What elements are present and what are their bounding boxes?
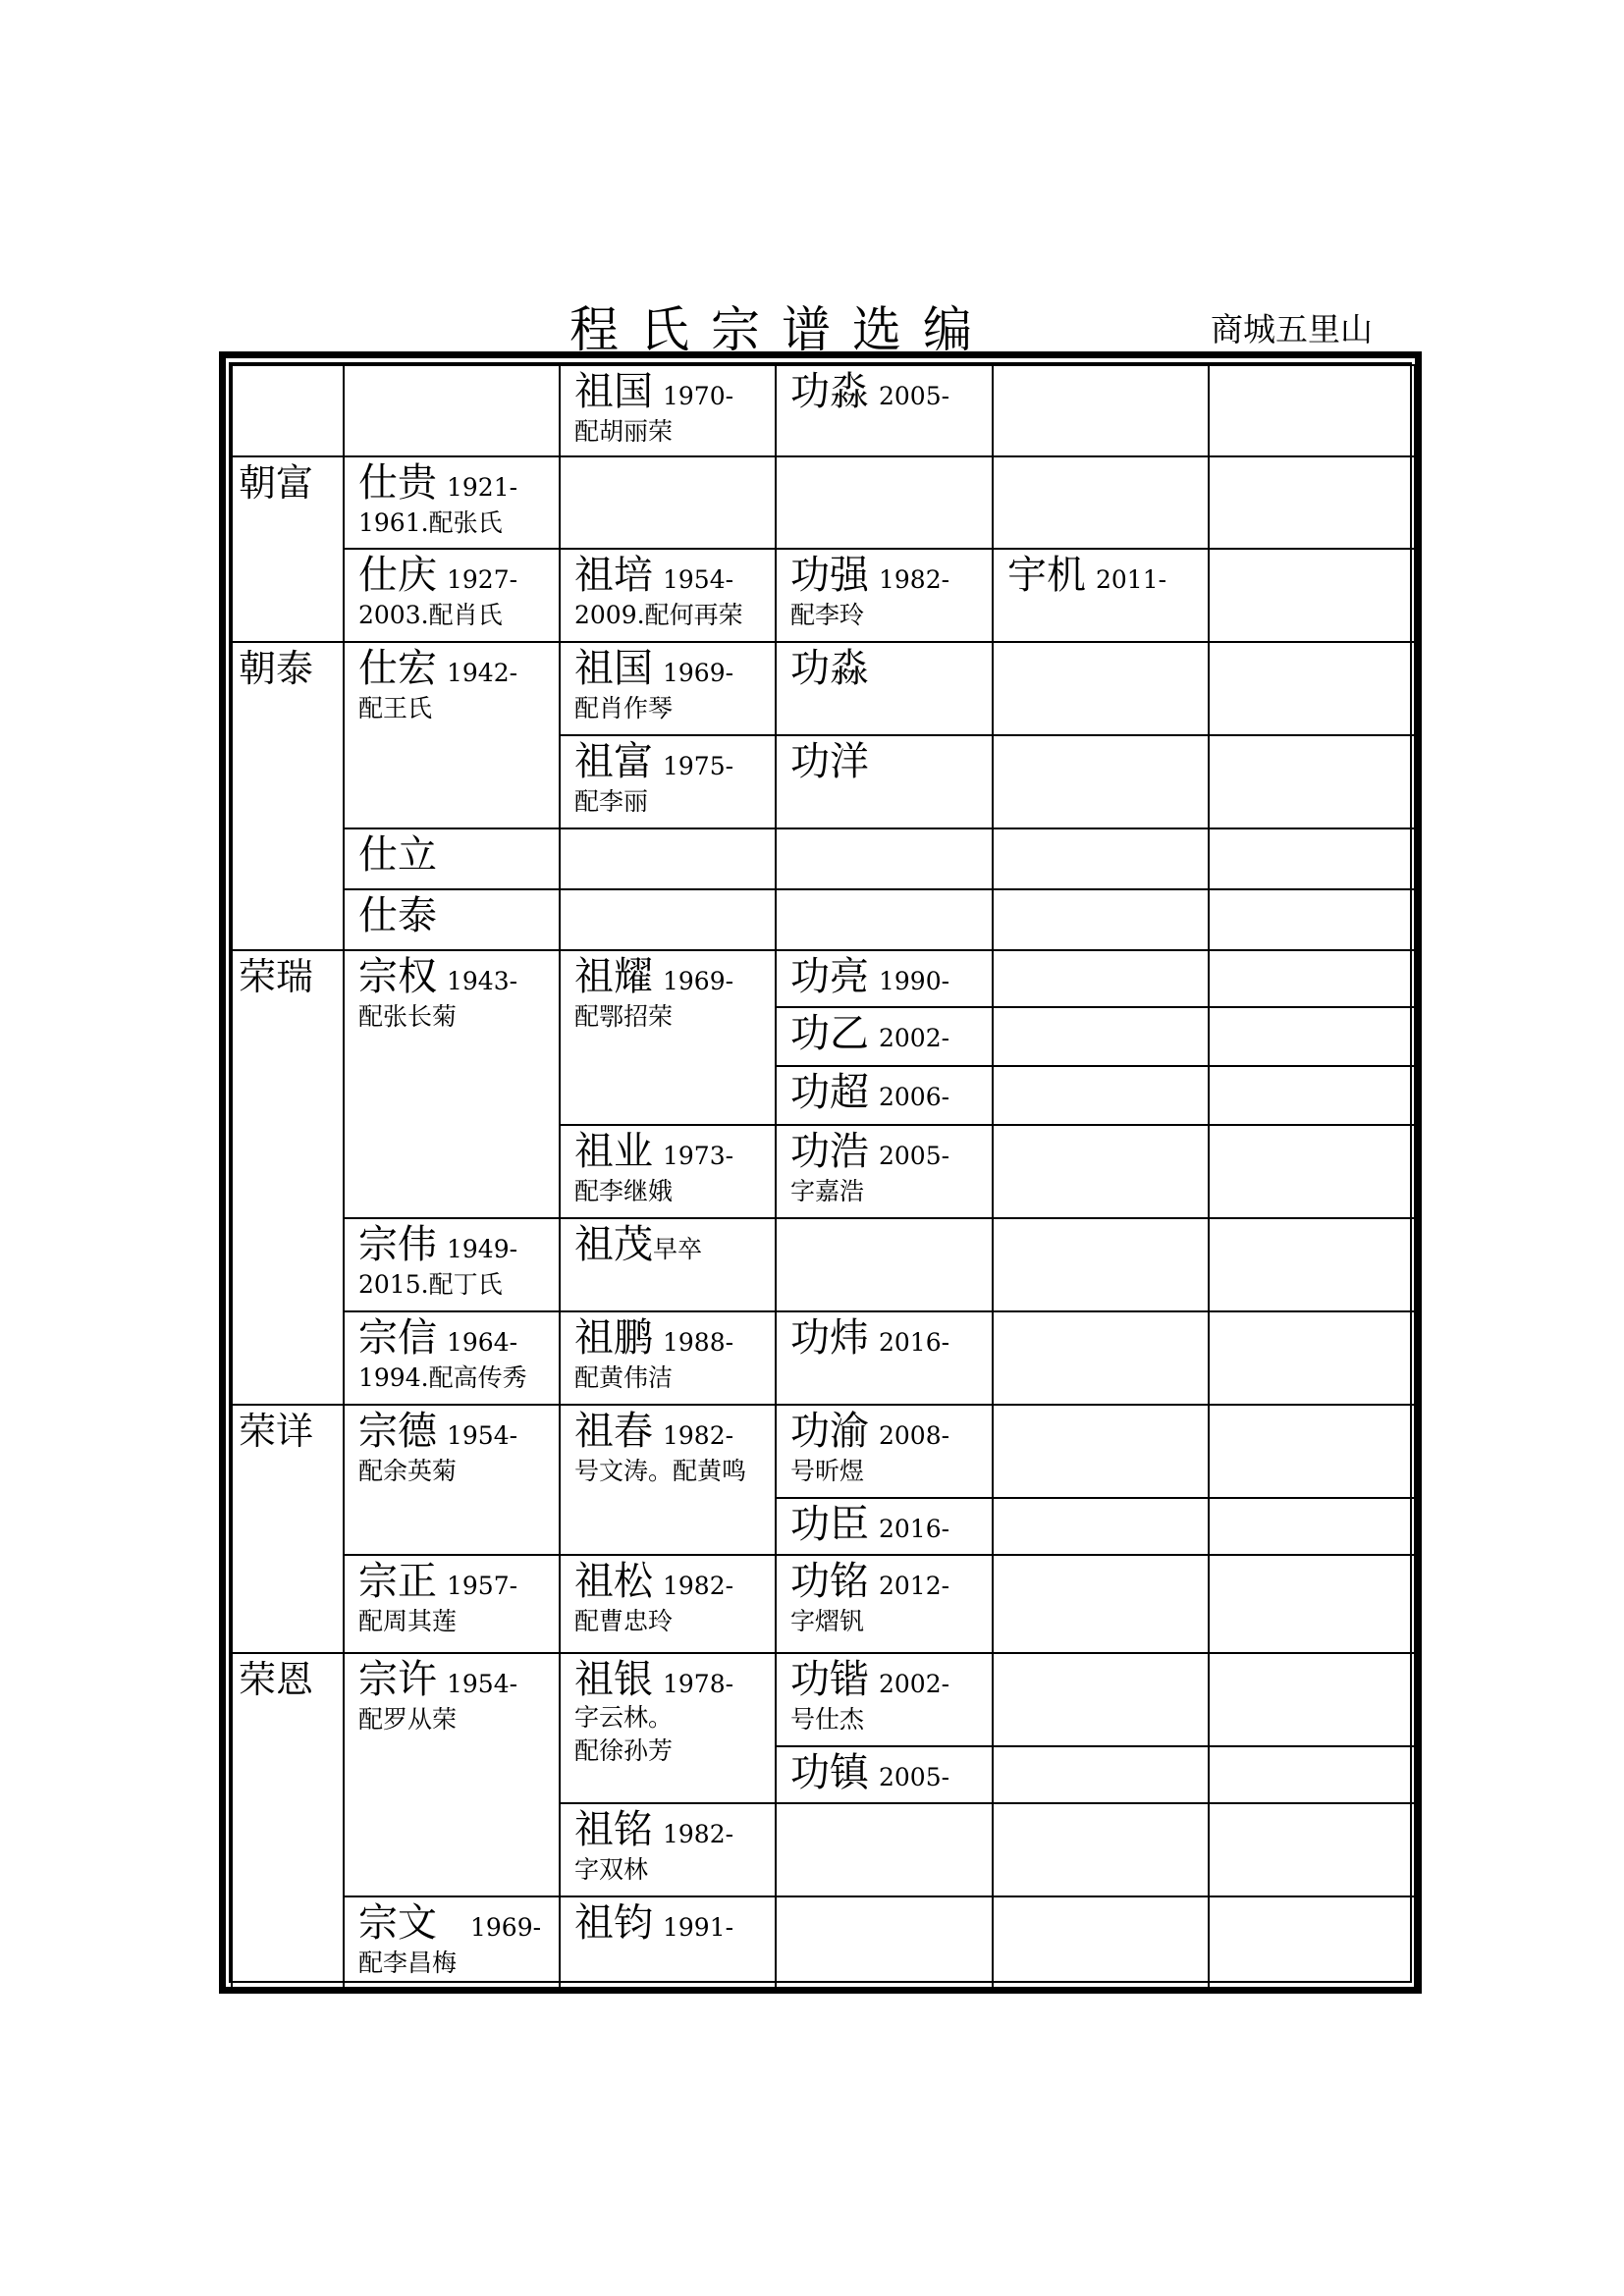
cell (776, 1555, 993, 1653)
cell (560, 456, 776, 549)
person-note: 配周其莲 (358, 1607, 458, 1635)
cell (560, 365, 776, 456)
cell (993, 1007, 1209, 1066)
cell (1209, 1218, 1415, 1311)
person-note: 字双林 (574, 1855, 649, 1884)
person-note: 配王氏 (358, 694, 433, 722)
person-name: 宇机 (1007, 553, 1086, 598)
person-note: 配李昌梅 (358, 1949, 458, 1977)
person-name: 功浩 (790, 1129, 869, 1174)
cell (776, 889, 993, 950)
person-name: 仕宏 (358, 646, 437, 691)
cell (993, 1746, 1209, 1803)
person-name: 仕立 (358, 832, 437, 878)
cell (776, 1498, 993, 1555)
person-name: 祖鹏 (574, 1315, 653, 1361)
person-note: 2015.配丁氏 (358, 1270, 503, 1299)
person-year: 2016- (879, 1515, 950, 1543)
cell (1209, 1803, 1415, 1896)
cell (776, 1007, 993, 1066)
person-name: 仕泰 (358, 893, 437, 938)
gen-cell: 荣恩 (232, 1653, 344, 1993)
table-row (232, 1555, 1415, 1653)
person-name: 祖铭 (574, 1807, 653, 1852)
person-name: 祖松 (574, 1559, 653, 1604)
person-name: 功亮 (790, 954, 869, 999)
cell (344, 950, 560, 1218)
person-note: 1994.配高传秀 (358, 1363, 527, 1392)
table-row (232, 950, 1415, 1007)
person-name: 宗伟 (358, 1222, 437, 1267)
person-name: 功渝 (790, 1409, 869, 1454)
person-year: 1988- (663, 1328, 734, 1357)
person-year: 1954- (663, 565, 734, 594)
genealogy-table (229, 362, 1412, 1983)
cell (993, 1218, 1209, 1311)
cell (776, 1218, 993, 1311)
person-year: 2016- (879, 1328, 950, 1357)
cell (993, 1896, 1209, 1993)
cell (993, 1066, 1209, 1125)
cell (1209, 735, 1415, 828)
person-name: 功超 (790, 1070, 869, 1115)
person-year: 2006- (879, 1083, 950, 1111)
cell (993, 889, 1209, 950)
cell (776, 1746, 993, 1803)
table-row (232, 1218, 1415, 1311)
person-note: 配鄂招荣 (574, 1002, 674, 1031)
person-note: 1961.配张氏 (358, 508, 503, 537)
cell (776, 950, 993, 1007)
person-name: 功锴 (790, 1657, 869, 1702)
cell (560, 950, 776, 1125)
person-note: 配李玲 (790, 601, 865, 629)
cell (344, 1555, 560, 1653)
person-year: 2012- (879, 1572, 950, 1600)
person-name: 宗正 (358, 1559, 437, 1604)
cell (560, 828, 776, 889)
cell (344, 365, 560, 456)
cell (776, 1405, 993, 1498)
cell (1209, 365, 1415, 456)
cell (344, 456, 560, 549)
cell (993, 365, 1209, 456)
cell (344, 1653, 560, 1896)
cell (344, 1311, 560, 1405)
person-year: 2005- (879, 1763, 950, 1791)
person-name: 祖茂 (574, 1222, 653, 1267)
cell (993, 1498, 1209, 1555)
table-row (232, 828, 1415, 889)
cell (344, 1218, 560, 1311)
person-year: 1949- (447, 1235, 518, 1263)
person-year: 1957- (447, 1572, 518, 1600)
person-year: 2011- (1096, 565, 1167, 594)
person-note: 早卒 (653, 1235, 703, 1263)
person-year: 1982- (879, 565, 950, 594)
cell (993, 1653, 1209, 1746)
person-note: 2009.配何再荣 (574, 601, 743, 629)
person-name: 祖钧 (574, 1900, 653, 1946)
cell (993, 1125, 1209, 1218)
person-year: 1921- (447, 473, 518, 502)
person-note: 字嘉浩 (790, 1177, 865, 1205)
cell (993, 456, 1209, 549)
person-name: 功铭 (790, 1559, 869, 1604)
gen-cell: 朝泰 (232, 642, 344, 950)
person-year: 1954- (447, 1421, 518, 1450)
person-note: 配李继娥 (574, 1177, 674, 1205)
cell (344, 1896, 560, 1993)
cell (560, 1653, 776, 1803)
cell (776, 1653, 993, 1746)
person-name: 仕庆 (358, 553, 437, 598)
cell (1209, 642, 1415, 735)
person-year: 2002- (879, 1024, 950, 1052)
cell (993, 1311, 1209, 1405)
person-name: 功炜 (790, 1315, 869, 1361)
cell (776, 1803, 993, 1896)
cell (776, 1311, 993, 1405)
table-row (232, 1896, 1415, 1993)
cell (1209, 889, 1415, 950)
cell (1209, 1007, 1415, 1066)
cell (1209, 456, 1415, 549)
person-name: 祖业 (574, 1129, 653, 1174)
person-year: 2005- (879, 382, 950, 410)
cell (776, 1896, 993, 1993)
table-row (232, 365, 1415, 456)
person-year: 1982- (663, 1421, 734, 1450)
cell (344, 642, 560, 828)
table-row (232, 1311, 1415, 1405)
cell (993, 642, 1209, 735)
cell (776, 642, 993, 735)
person-year: 1969- (663, 659, 734, 687)
person-year: 2002- (879, 1670, 950, 1698)
person-year: 1982- (663, 1572, 734, 1600)
person-year: 1969- (470, 1913, 542, 1942)
person-note: 配李丽 (574, 787, 649, 816)
person-note: 2003.配肖氏 (358, 601, 503, 629)
gen-cell: 荣详 (232, 1405, 344, 1653)
person-year: 1969- (663, 967, 734, 995)
person-note: 配罗从荣 (358, 1705, 458, 1734)
person-note: 配曹忠玲 (574, 1607, 674, 1635)
person-year: 1954- (447, 1670, 518, 1698)
page-title: 程氏宗谱选编 (569, 301, 994, 358)
person-year: 1982- (663, 1820, 734, 1848)
person-year: 1964- (447, 1328, 518, 1357)
place-label: 商城五里山 (1211, 310, 1373, 348)
person-note: 配徐孙芳 (574, 1736, 674, 1765)
person-note: 配余英菊 (358, 1457, 458, 1485)
person-note: 配黄伟洁 (574, 1363, 674, 1392)
cell (344, 1405, 560, 1555)
person-year: 1927- (447, 565, 518, 594)
cell (1209, 549, 1415, 642)
cell (776, 1066, 993, 1125)
person-name: 功洋 (790, 739, 869, 784)
person-name: 仕贵 (358, 460, 437, 506)
person-note: 配胡丽荣 (574, 417, 674, 446)
person-name: 功强 (790, 553, 869, 598)
person-year: 1990- (879, 967, 950, 995)
cell (560, 1311, 776, 1405)
table-row (232, 549, 1415, 642)
cell (993, 549, 1209, 642)
table-row (232, 456, 1415, 549)
person-name: 宗许 (358, 1657, 437, 1702)
person-name: 祖春 (574, 1409, 653, 1454)
cell (560, 1803, 776, 1896)
person-year: 1942- (447, 659, 518, 687)
person-name: 祖银 (574, 1657, 653, 1702)
cell (560, 1896, 776, 1993)
cell (344, 889, 560, 950)
cell (776, 549, 993, 642)
cell (1209, 1555, 1415, 1653)
cell (560, 1405, 776, 1555)
cell (993, 950, 1209, 1007)
cell (776, 735, 993, 828)
person-name: 功淼 (790, 369, 869, 414)
person-name: 祖富 (574, 739, 653, 784)
person-year: 1973- (663, 1142, 734, 1170)
table-row (232, 642, 1415, 735)
person-name: 功淼 (790, 646, 869, 691)
cell (993, 1555, 1209, 1653)
person-name: 宗德 (358, 1409, 437, 1454)
cell (1209, 1746, 1415, 1803)
person-note: 字熠钒 (790, 1607, 865, 1635)
person-note: 号昕煜 (790, 1457, 865, 1485)
table-row (232, 889, 1415, 950)
cell (560, 549, 776, 642)
cell (560, 1125, 776, 1218)
gen-cell: 朝富 (232, 456, 344, 642)
person-year: 1970- (663, 382, 734, 410)
cell (1209, 1498, 1415, 1555)
cell (993, 828, 1209, 889)
person-name: 祖国 (574, 369, 653, 414)
cell (560, 889, 776, 950)
person-name: 祖国 (574, 646, 653, 691)
person-name: 功乙 (790, 1011, 869, 1056)
cell (993, 735, 1209, 828)
cell (1209, 1125, 1415, 1218)
cell (344, 549, 560, 642)
person-note: 号文涛。配黄鸣 (574, 1457, 747, 1485)
gen-cell: 荣瑞 (232, 950, 344, 1405)
person-year: 1975- (663, 752, 734, 780)
cell (1209, 1896, 1415, 1993)
cell (1209, 1311, 1415, 1405)
cell (560, 1555, 776, 1653)
cell (776, 1125, 993, 1218)
person-name: 宗信 (358, 1315, 437, 1361)
person-name: 祖培 (574, 553, 653, 598)
cell (1209, 1405, 1415, 1498)
person-note: 配张长菊 (358, 1002, 458, 1031)
cell (1209, 950, 1415, 1007)
cell (993, 1803, 1209, 1896)
cell (776, 828, 993, 889)
cell (344, 828, 560, 889)
person-year: 2005- (879, 1142, 950, 1170)
table-row (232, 1653, 1415, 1746)
cell (560, 642, 776, 735)
cell (1209, 1653, 1415, 1746)
person-name: 宗文 (358, 1900, 437, 1946)
person-name: 宗权 (358, 954, 437, 999)
person-year: 2008- (879, 1421, 950, 1450)
person-name: 功臣 (790, 1502, 869, 1547)
person-year: 1943- (447, 967, 518, 995)
person-note: 配肖作琴 (574, 694, 674, 722)
person-year: 1991- (663, 1913, 734, 1942)
person-name: 功镇 (790, 1750, 869, 1795)
cell (560, 1218, 776, 1311)
cell (776, 456, 993, 549)
person-year: 1978- (663, 1670, 734, 1698)
cell (560, 735, 776, 828)
cell (1209, 828, 1415, 889)
cell (1209, 1066, 1415, 1125)
cell (993, 1405, 1209, 1498)
person-note: 号仕杰 (790, 1705, 865, 1734)
gen-cell (232, 365, 344, 456)
person-note: 字云林。 (574, 1703, 674, 1732)
person-name: 祖耀 (574, 954, 653, 999)
table-row (232, 1405, 1415, 1498)
cell (776, 365, 993, 456)
